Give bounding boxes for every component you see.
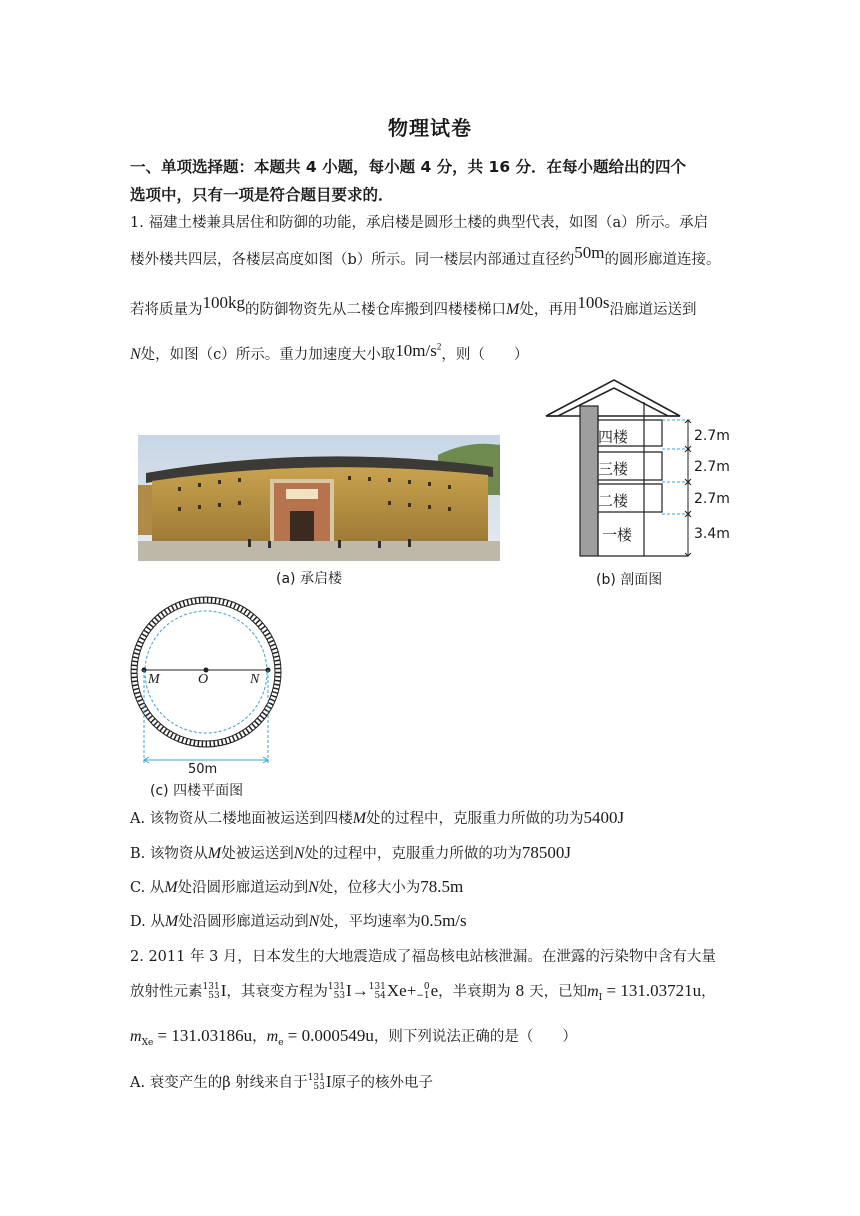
q2-line2-mid: ，其衰变方程为	[226, 984, 328, 1000]
option-d-text: D. 从	[130, 914, 165, 930]
q1-line2-tail: 的圆形廊道连接。	[604, 252, 721, 268]
q1-line2	[130, 243, 721, 269]
me-value: 0.000549u	[301, 1026, 374, 1045]
mxe-label: m	[130, 1028, 142, 1045]
eq-i-z: 53	[333, 991, 346, 1001]
me-sub: e	[278, 1037, 284, 1048]
eq-xe-z: 54	[374, 991, 386, 1001]
option-c-mid: 处沿圆形廊道运动到	[177, 880, 309, 896]
m1-value: 131.03721u	[620, 981, 702, 1000]
m1-label: m	[587, 983, 599, 1000]
section-header-line1: 一、单项选择题：本题共 4 小题，每小题 4 分，共 16 分．在每小题给出的四个	[130, 158, 687, 176]
opt-i-mass: 131	[307, 1073, 325, 1083]
q1-option-c	[130, 876, 463, 897]
nuclide-i-symbol: I	[220, 981, 227, 1000]
opt-i-z: 53	[313, 1082, 325, 1092]
me-label: m	[266, 1028, 279, 1045]
q2-option-a-tail: 原子的核外电子	[331, 1075, 434, 1091]
option-a-mid: 处的过程中，克服重力所做的功为	[366, 811, 584, 827]
q2-option-a	[130, 1071, 433, 1092]
me-eq: =	[283, 1026, 302, 1045]
height-label-3: 2.7m	[694, 459, 730, 475]
q2-line3: $m_{Xe} = 131.03186u$，$m_e = 0.000549u$，则下列说法正确的是（ ）	[130, 1026, 577, 1048]
eq-xe-numbers	[369, 983, 386, 1001]
q1-line4-tail: ，则（ ）	[441, 347, 529, 363]
option-b-mid: 处被运送到	[221, 846, 294, 862]
eq-e-z: −1	[416, 991, 430, 1001]
option-a-text: A. 该物资从二楼地面被运送到四楼	[130, 811, 353, 827]
q1-line4	[130, 343, 528, 364]
q1-line1: 1. 福建土楼兼具居住和防御的功能，承启楼是圆形土楼的典型代表，如图（a）所示。承启	[130, 215, 709, 231]
q2-line1: 2. 2011 年 3 月，日本发生的大地震造成了福岛核电站核泄漏。在泄露的污染物中含有大量	[130, 949, 716, 965]
option-d-point2: N	[308, 913, 320, 930]
eq-i-numbers	[328, 983, 345, 1001]
eq-i-symbol: I	[346, 981, 352, 1000]
nuclide-i-mass: 131	[202, 982, 220, 992]
q1-gravity	[395, 341, 441, 360]
figure-b-caption: (b) 剖面图	[596, 572, 663, 588]
page-title: 物理试卷	[388, 116, 472, 140]
m1-eq: =	[602, 981, 621, 1000]
eq-e-symbol: e	[430, 981, 439, 1000]
eq-e-numbers	[416, 983, 429, 1001]
section-header	[130, 153, 740, 209]
figure-b-section	[542, 378, 772, 558]
option-b-text: B. 该物资从	[130, 846, 208, 862]
option-b-point: M	[207, 845, 222, 862]
opt-i-numbers	[308, 1074, 325, 1092]
floor-label-3: 三楼	[598, 460, 629, 478]
floor-label-2: 二楼	[598, 492, 629, 510]
option-d-mid: 处沿圆形廊道运动到	[178, 914, 309, 930]
eq-i-mass: 131	[327, 982, 346, 992]
q1-time: 100s	[577, 293, 610, 312]
option-a-value: 5400J	[583, 808, 625, 827]
plan-label-o: O	[198, 672, 209, 687]
q1-gravity-exp: 2	[436, 341, 442, 352]
q1-diameter: 50m	[574, 243, 605, 262]
mxe-sub: Xe	[141, 1037, 154, 1048]
q2-line2: 放射性元素131 53I，其衰变方程为131 53I→131 54Xe+ 0 −1e，半衰期为 8 天，已知$m_I = 131.03721u$，	[130, 981, 716, 1003]
nuclide-i-numbers	[203, 983, 220, 1001]
option-c-point: M	[164, 879, 178, 896]
opt-i-symbol: I	[325, 1072, 332, 1091]
option-c-value: 78.5m	[420, 877, 464, 896]
option-d-value: 0.5m/s	[420, 911, 467, 930]
option-c-text: C. 从	[130, 880, 165, 896]
eq-xe-symbol: Xe	[386, 981, 407, 1000]
q1-line3-text: 若将质量为	[130, 302, 203, 318]
figure-c-plan	[128, 596, 288, 782]
q1-line3-mid: 的防御物资先从二楼仓库搬到四楼楼梯口	[245, 302, 506, 318]
q1-line4-text: 处，如图（c）所示。重力加速度大小取	[140, 347, 396, 363]
floor-label-4: 四楼	[598, 428, 629, 446]
q1-mass: 100kg	[202, 293, 245, 312]
height-label-2: 2.7m	[694, 491, 730, 507]
height-label-4: 2.7m	[694, 428, 730, 444]
figure-a-caption: (a) 承启楼	[276, 571, 342, 587]
mxe-eq: =	[153, 1026, 172, 1045]
option-d-point: M	[164, 913, 179, 930]
height-label-1: 3.4m	[694, 526, 730, 542]
option-c-mid2: 处，位移大小为	[318, 880, 421, 896]
q2-option-a-text: A. 衰变产生的β 射线来自于	[130, 1075, 308, 1091]
option-b-mid2: 处的过程中，克服重力所做的功为	[304, 846, 522, 862]
option-a-point: M	[352, 810, 367, 827]
figure-c-caption: (c) 四楼平面图	[150, 783, 244, 799]
nuclide-i-z: 53	[208, 991, 220, 1001]
m1-sub: I	[598, 992, 603, 1003]
q1-point-n: N	[130, 346, 141, 363]
plan-label-m: M	[148, 672, 160, 687]
q1-option-a	[130, 807, 624, 828]
option-b-point2: N	[293, 845, 305, 862]
option-d-mid2: 处，平均速率为	[319, 914, 421, 930]
eq-xe-mass: 131	[368, 982, 386, 992]
q1-point-m: M	[506, 301, 520, 318]
eq-plus: +	[406, 981, 417, 1000]
option-b-value: 78500J	[521, 843, 571, 862]
eq-arrow: →	[351, 981, 369, 1000]
q1-gravity-value: 10m/s	[395, 341, 437, 360]
q1-line2-text: 楼外楼共四层，各楼层高度如图（b）所示。同一楼层内部通过直径约	[130, 252, 575, 268]
eq-e-mass: 0	[423, 982, 430, 992]
q1-line3-mid2: 处，再用	[519, 302, 578, 318]
section-header-line2: 选项中，只有一项是符合题目要求的．	[130, 186, 394, 204]
q2-line2-text: 放射性元素	[130, 984, 203, 1000]
q2-line3-tail: ，则下列说法正确的是（ ）	[373, 1029, 577, 1045]
plan-label-width: 50m	[188, 762, 218, 777]
plan-label-n: N	[250, 672, 260, 687]
figure-a-photo	[138, 435, 500, 561]
q1-line3	[130, 293, 697, 319]
option-c-point2: N	[308, 879, 319, 896]
mxe-value: 131.03186u	[171, 1026, 253, 1045]
q1-option-b	[130, 842, 571, 863]
q1-option-d	[130, 910, 467, 931]
q1-line3-tail: 沿廊道运送到	[609, 302, 697, 318]
q2-line2-mid2: ，半衰期为 8 天，已知	[438, 984, 588, 1000]
floor-label-1: 一楼	[602, 526, 633, 544]
